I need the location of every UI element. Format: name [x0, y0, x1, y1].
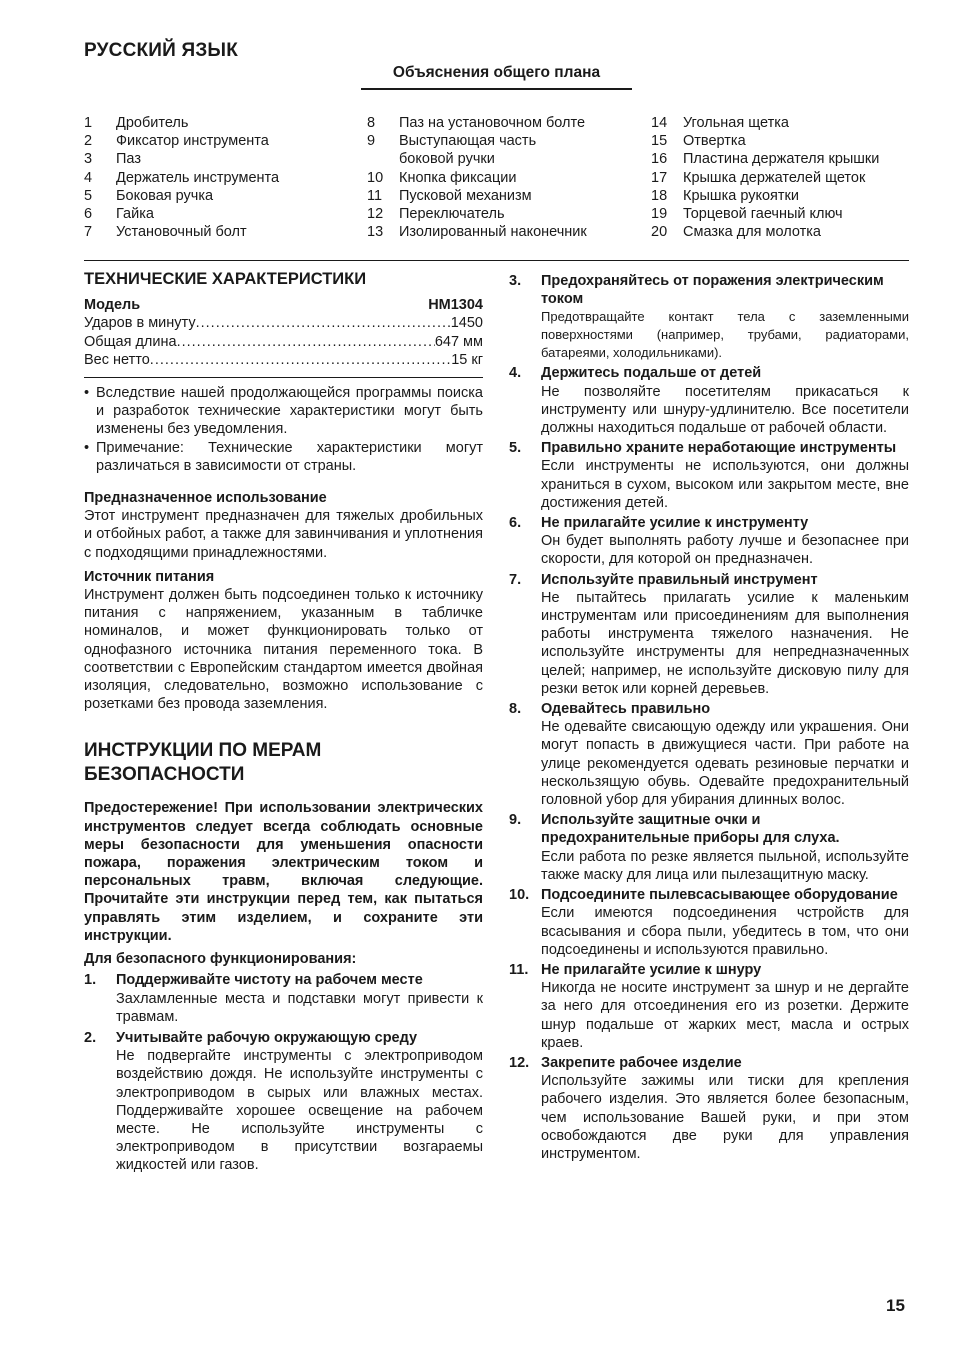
spec-note: • Примечание: Технические характеристики могут различаться в зависимости от страны. [84, 439, 483, 474]
part-item: 2 Фиксатор инструмента [84, 133, 269, 150]
parts-list-col1 [84, 114, 354, 241]
spec-row: Ударов в минуту ..... 1450 [84, 314, 483, 332]
spec-row: Вес нетто ..... 15 кг [84, 351, 483, 369]
part-item: 12 Переключатель [367, 206, 505, 223]
part-item: 7 Установочный болт [84, 224, 247, 241]
intended-use-title: Предназначенное использование [84, 490, 327, 507]
power-title: Источник питания [84, 568, 215, 585]
safety-item: 11. Не прилагайте усилие к шнуру Никогда не носите инструмент за шнур и не дергайте за него для отсоединения его из розетки. Держите шнур подальше от жарких мест, масла и острых краев. [509, 961, 909, 1051]
part-item: 6 Гайка [84, 206, 154, 223]
part-item: 18 Крышка рукоятки [651, 187, 799, 204]
specs-title: ТЕХНИЧЕСКИЕ ХАРАКТЕРИСТИКИ [84, 270, 367, 288]
part-item: 5 Боковая ручка [84, 187, 214, 204]
part-item: 17 Крышка держателей щеток [651, 169, 866, 186]
left-column [84, 270, 483, 1175]
right-column [509, 272, 909, 1163]
spec-row: Общая длина ..... 647 мм [84, 333, 483, 351]
part-item: боковой ручки [399, 151, 495, 168]
part-item: 4 Держатель инструмента [84, 169, 280, 186]
power-text: Инструмент должен быть подсоединен только к источнику питания с напряжением, указанным в табличке номиналов, и может функционировать только от однофазного источника питания переменного тока. В соответствии с Европейским стандартом имеется двойная изоляция, следовательно, возможно использование с розетками без провода заземления. [84, 587, 483, 713]
safety-item: 7. Используйте правильный инструмент Не пытайтесь прилагать усилие к маленьким инструментам или присоединениям для выполнения работы инструмента тяжелого назначения. Не используйте инструменты для непредназначенных целей; например, не используйте дисковую пилу для резки веток или корней деревьев. [509, 571, 909, 697]
part-item: 11 Пусковой механизм [367, 187, 532, 204]
safety-item: 8. Одевайтесь правильно Не одевайте свисающую одежду или украшения. Они могут попасть в движущиеся части. При работе на улице рекомендуется одевать резиновые перчатки и нескользящую обувь. Одевайте предохранительный головной убор для убирания длинных волос. [509, 701, 909, 809]
safety-item: 4. Держитесь подальше от детей Не позволяйте посетителям прикасаться к инструменту или шнуру-удлинителю. Все посетители должны находиться подальше от рабочей области. [509, 365, 909, 437]
parts-list-col2 [367, 114, 647, 241]
part-item: 8 Паз на установочном болте [367, 115, 586, 131]
part-item: 3 Паз [84, 151, 141, 168]
safety-item: 12. Закрепите рабочее изделие Используйте зажимы или тиски для крепления рабочего изделия. Это является более безопасным, чем использование Вашей руки, и при этом освобождаются две руки для управления инструментом. [509, 1054, 909, 1162]
part-item: 14 Угольная щетка [651, 115, 789, 131]
part-item: 13 Изолированный наконечник [367, 224, 587, 241]
language-title: РУССКИЙ ЯЗЫК [84, 40, 239, 61]
safety-item: 2. Учитывайте рабочую окружающую среду Не подвергайте инструменты с электроприводом воздействию дождя. Не используйте инструменты с электроприводом в сырых или влажных местах. Поддерживайте хорошее освещение на рабочем месте. Не используйте инструменты с электроприводом в присутствии возгараемы жидкостей или газов. [84, 1029, 483, 1174]
safety-item: 6. Не прилагайте усилие к инструменту Он будет выполнять работу лучше и безопаснее при скорости, для которой он предназначен. [509, 515, 909, 568]
part-item: 10 Кнопка фиксации [367, 169, 517, 186]
page-number: 15 [886, 1296, 905, 1315]
spec-note: • Вследствие нашей продолжающейся программы поиска и разработок технические характеристики могут быть изменены без уведомления. [84, 385, 483, 438]
safety-item: 5. Правильно храните неработающие инструменты Если инструменты не используются, они должны храниться в сухом, высоком или закрытом месте, вне достижения детей. [509, 440, 909, 511]
part-item: 9 Выступающая часть [367, 133, 537, 150]
part-item: 15 Отвертка [651, 133, 746, 150]
part-item: 1 Дробитель [84, 115, 189, 131]
part-item: 20 Смазка для молотка [651, 224, 821, 241]
safety-item: 1. Поддерживайте чистоту на рабочем месте Захламленные места и подставки могут привести к травмам. [84, 972, 483, 1025]
overview-title: Объяснения общего плана [361, 64, 632, 90]
parts-list-col3 [651, 114, 911, 241]
safety-title: ИНСТРУКЦИИ ПО МЕРАМ БЕЗОПАСНОСТИ [84, 740, 322, 786]
safety-warning: Предостережение! При использовании электрических инструментов следует всегда соблюдать основные меры безопасности для уменьшения опасности пожара, поражения электрическим током и персональных травм, включая следующие. Прочитайте эти инструкции перед тем, как пытаться управлять этим изделием, и сохраните эти инструкции. [84, 800, 483, 944]
spec-model-label: Модель [84, 297, 141, 314]
section-divider [84, 260, 909, 261]
part-item: 19 Торцевой гаечный ключ [651, 206, 843, 223]
spec-model-value: HM1304 [428, 297, 483, 314]
part-item: 16 Пластина держателя крышки [651, 151, 880, 168]
safety-item: 10. Подсоедините пылевсасывающее оборудование Если имеются подсоединения чстройств для всасывания и сбора пыли, убедитесь в том, что они подсоединены и используются правильно. [509, 887, 909, 958]
spec-model-row [84, 296, 483, 314]
safety-item: 9. Используйте защитные очки и предохранительные приборы для слуха. Если работа по резке является пыльной, используйте также маску для лица или пылезащитную маску. [509, 812, 909, 883]
safety-item: 3. Предохраняйтесь от поражения электрическим током Предотвращайте контакт тела с заземленными поверхностями (например, трубами, радиаторами, батареями, холодильниками). [509, 273, 909, 361]
specs-divider [84, 377, 483, 378]
intended-use-text: Этот инструмент предназначен для тяжелых дробильных и отбойных работ, а также для завинчивания и уплотнения с подходящими принадлежностями. [84, 508, 483, 561]
safe-operation-title: Для безопасного функционирования: [84, 951, 357, 968]
